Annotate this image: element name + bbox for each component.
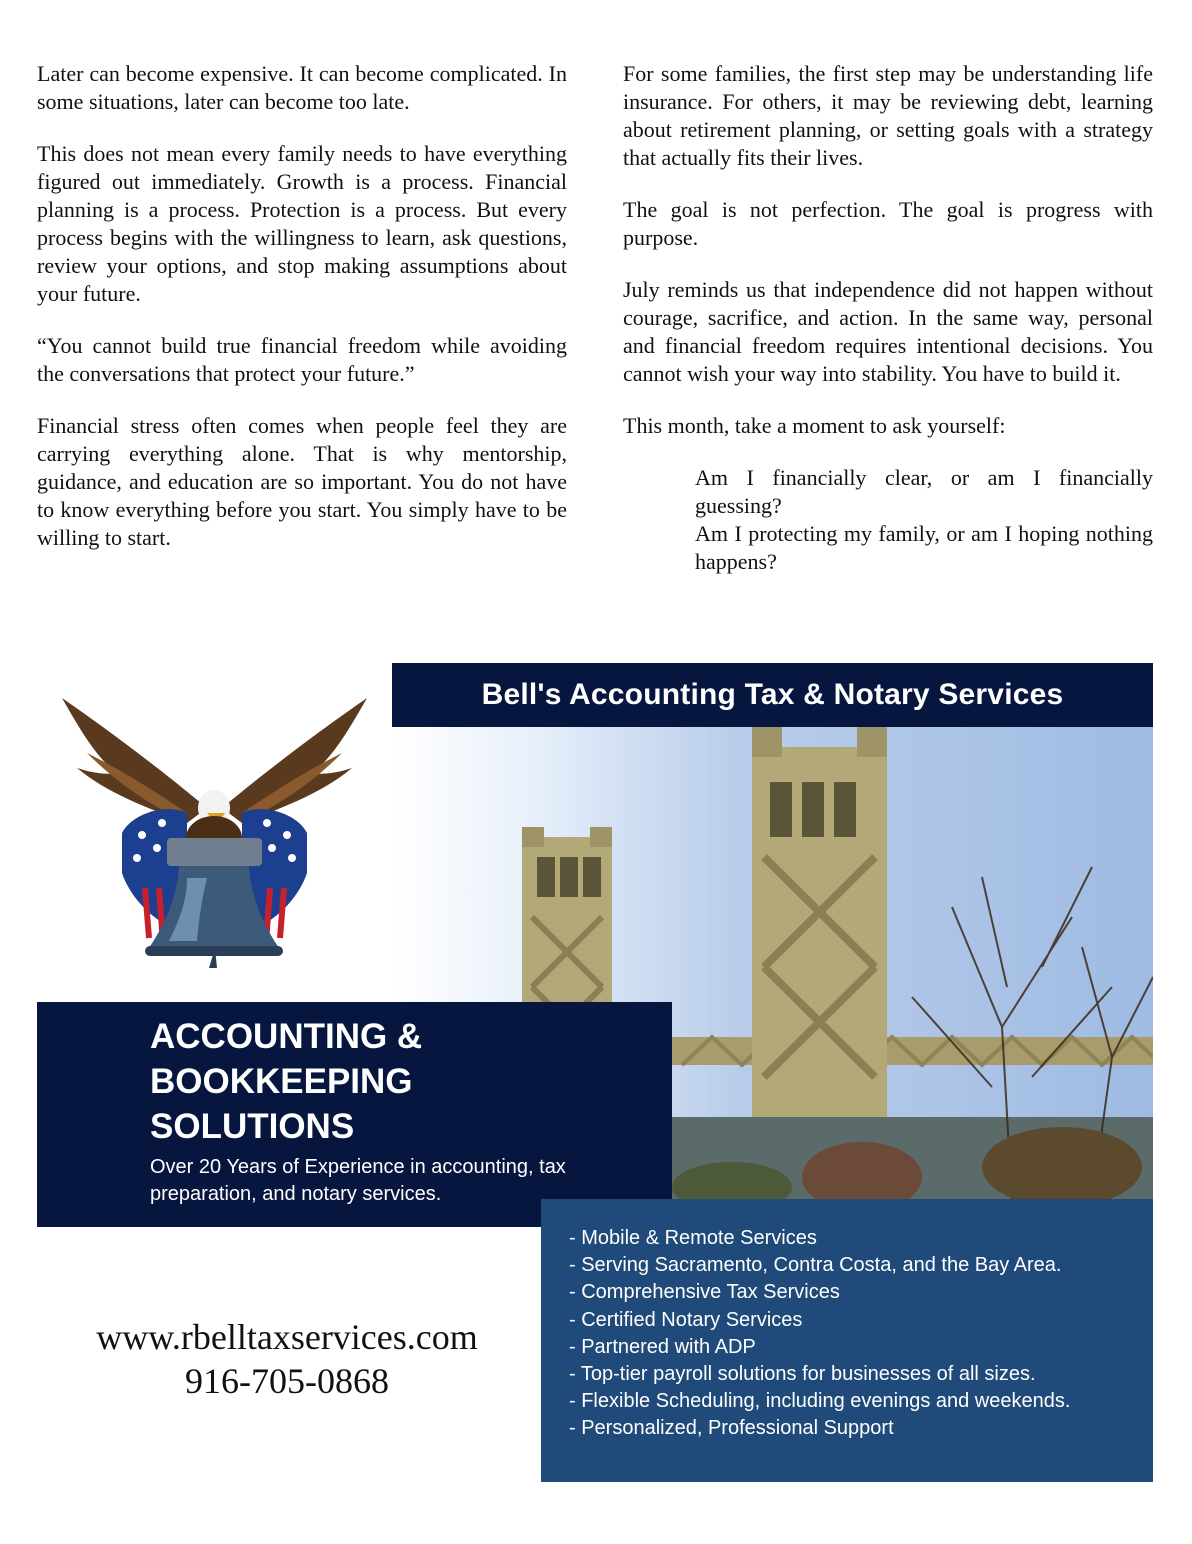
service-item: - Personalized, Professional Support [569,1417,894,1440]
phone-number: 916-705-0868 [185,1361,389,1401]
ad-header: Bell's Accounting Tax & Notary Services [392,663,1153,727]
article-left-column [37,60,567,576]
service-item: - Comprehensive Tax Services [569,1281,840,1304]
ad-subtitle: Over 20 Years of Experience in accounting, tax preparation, and notary services. [150,1156,566,1205]
paragraph: This month, take a moment to ask yourself: [623,413,1006,438]
services-list [541,1199,1153,1482]
eagle-liberty-bell-logo [37,663,392,1001]
paragraph: This does not mean every family needs to have everything figured out immediately. Growth is a process. Financial planning is a process. Protection is a process. But every process begins with the willingness to learn, ask questions, review your options, and stop making assumptions about your future. [37,141,567,306]
ad-title-line: BOOKKEEPING [150,1062,413,1101]
paragraph: July reminds us that independence did not happen without courage, sacrifice, and action. In the same way, personal and financial freedom requires intentional decisions. You cannot wish your way into stability. You have to build it. [623,277,1153,386]
service-item: - Partnered with ADP [569,1335,756,1358]
service-item: - Certified Notary Services [569,1308,803,1331]
paragraph: Financial stress often comes when people feel they are carrying everything alone. That is why mentorship, guidance, and education are so important. You do not have to know everything before you start. You simply have to be willing to start. [37,413,567,550]
service-item: - Serving Sacramento, Contra Costa, and the Bay Area. [569,1254,1062,1277]
question: Am I financially clear, or am I financially guessing? [695,465,1153,518]
service-item: - Top-tier payroll solutions for businesses of all sizes. [569,1363,1036,1386]
question: Am I protecting my family, or am I hoping nothing happens? [695,521,1153,574]
contact-info [57,1315,517,1403]
paragraph: The goal is not perfection. The goal is progress with purpose. [623,197,1153,250]
service-item: - Flexible Scheduling, including evenings and weekends. [569,1390,1071,1413]
ad-title [150,1014,490,1149]
article-right-column [623,60,1153,576]
quote-paragraph: “You cannot build true financial freedom while avoiding the conversations that protect your future.” [37,333,567,386]
paragraph: For some families, the first step may be understanding life insurance. For others, it may be reviewing debt, learning about retirement planning, or setting goals with a strategy that actually fits their lives. [623,61,1153,170]
logo-area [37,663,392,1001]
website: www.rbelltaxservices.com [96,1317,478,1357]
paragraph: Later can become expensive. It can become complicated. In some situations, later can become too late. [37,61,567,114]
ad-title-block [37,1002,672,1227]
service-item: - Mobile & Remote Services [569,1227,817,1249]
ad-title-line: SOLUTIONS [150,1107,355,1146]
advertisement [37,663,1153,1482]
question-list [695,464,1153,576]
ad-title-line: ACCOUNTING & [150,1017,423,1056]
